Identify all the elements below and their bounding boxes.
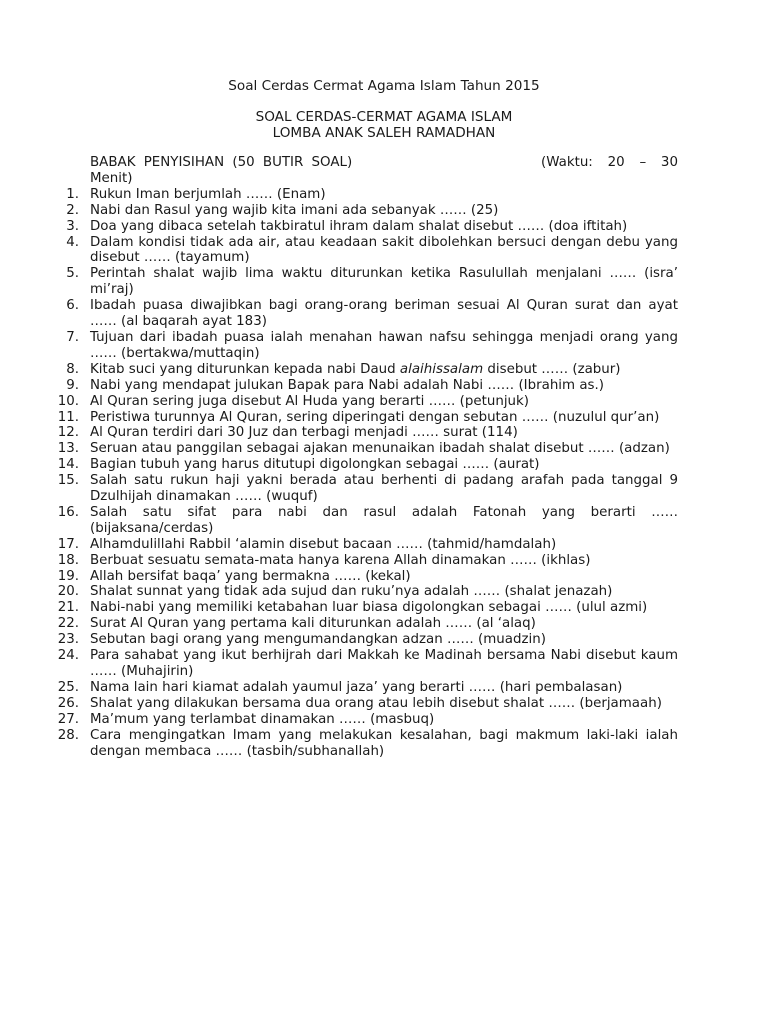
question-item <box>57 473 678 505</box>
question-number: 15. <box>57 473 79 489</box>
question-item <box>66 234 678 267</box>
question-text: Nabi dan Rasul yang wajib kita imani ada sebanyak …… (25) <box>90 202 499 218</box>
question-item <box>66 202 678 219</box>
time-to: 30 <box>660 155 678 170</box>
question-item <box>57 695 678 712</box>
question-text: Salah satu rukun haji yakni berada atau berhenti di padang arafah pada tanggal 9 Dzulhijah dinamakan …… (wuquf) <box>90 473 678 505</box>
document-title: Soal Cerdas Cermat Agama Islam Tahun 2015 <box>228 78 540 94</box>
time-dash: – <box>639 155 647 170</box>
document-page <box>57 78 678 759</box>
question-number: 18. <box>57 552 79 568</box>
question-item <box>66 218 678 235</box>
question-list <box>57 186 678 760</box>
question-number: 10. <box>57 393 79 409</box>
question-number: 16. <box>57 504 79 520</box>
section-label: BABAK PENYISIHAN (50 BUTIR SOAL) <box>90 155 353 170</box>
question-text: Surat Al Quran yang pertama kali diturunkan adalah …… (al ‘alaq) <box>90 616 536 632</box>
question-number: 2. <box>66 202 79 218</box>
section-time <box>541 155 678 171</box>
question-number: 27. <box>57 711 79 727</box>
question-item <box>57 679 678 696</box>
question-text <box>90 362 678 378</box>
question-number: 11. <box>57 409 79 425</box>
question-text: Shalat sunnat yang tidak ada sujud dan ruku’nya adalah …… (shalat jenazah) <box>90 584 613 600</box>
question-text: Ma’mum yang terlambat dinamakan …… (masbuq) <box>90 711 435 727</box>
question-number: 23. <box>57 632 79 648</box>
question-item <box>57 727 678 760</box>
question-text: Ibadah puasa diwajibkan bagi orang-orang beriman sesuai Al Quran surat dan ayat …… (al baqarah ayat 183) <box>90 298 678 330</box>
question-item <box>57 600 678 616</box>
question-text: Seruan atau panggilan sebagai ajakan menunaikan ibadah shalat disebut …… (adzan) <box>90 441 670 457</box>
question-item <box>57 552 678 569</box>
question-text: Alhamdulillahi Rabbil ‘alamin disebut bacaan …… (tahmid/hamdalah) <box>90 536 557 552</box>
question-number: 28. <box>57 727 79 743</box>
question-item <box>66 329 678 362</box>
question-item <box>57 648 678 680</box>
question-number: 9. <box>66 377 79 393</box>
question-item <box>57 536 678 553</box>
question-text: Nabi-nabi yang memiliki ketabahan luar biasa digolongkan sebagai …… (ulul azmi) <box>90 600 648 616</box>
question-item <box>57 457 678 473</box>
question-text: Nabi yang mendapat julukan Bapak para Nabi adalah Nabi …… (Ibrahim as.) <box>90 377 604 393</box>
question-number: 4. <box>66 234 79 250</box>
question-text: Berbuat sesuatu semata-mata hanya karena Allah dinamakan …… (ikhlas) <box>90 552 591 568</box>
subtitle-line-2: LOMBA ANAK SALEH RAMADHAN <box>272 125 496 141</box>
question-item <box>57 425 678 441</box>
question-item <box>57 632 678 648</box>
question-number: 6. <box>66 298 79 314</box>
question-text: Rukun Iman berjumlah …… (Enam) <box>90 186 326 202</box>
question-item <box>66 186 678 203</box>
section-header <box>90 155 678 171</box>
question-text: Nama lain hari kiamat adalah yaumul jaza’ yang berarti …… (hari pembalasan) <box>90 679 623 695</box>
question-number: 3. <box>66 218 79 234</box>
question-number: 25. <box>57 679 79 695</box>
question-number: 14. <box>57 457 79 473</box>
question-item <box>57 568 678 585</box>
question-text-after: disebut …… (zabur) <box>483 361 621 377</box>
question-text: Para sahabat yang ikut berhijrah dari Makkah ke Madinah bersama Nabi disebut kaum …… (Muhajirin) <box>90 648 678 679</box>
question-item <box>57 393 678 410</box>
question-number: 24. <box>57 648 79 664</box>
question-number: 20. <box>57 584 79 600</box>
question-number: 7. <box>66 329 79 345</box>
question-item <box>66 361 678 378</box>
question-item <box>57 711 678 728</box>
question-item <box>57 441 678 457</box>
question-text: Tujuan dari ibadah puasa ialah menahan hawan nafsu sehingga menjadi orang yang …… (bertakwa/muttaqin) <box>90 329 678 361</box>
question-number: 5. <box>66 266 79 282</box>
question-number: 8. <box>66 361 79 377</box>
subtitle-line-1: SOAL CERDAS-CERMAT AGAMA ISLAM <box>255 109 513 125</box>
question-item <box>66 377 678 394</box>
question-item <box>66 298 678 330</box>
question-item <box>57 584 678 600</box>
question-number: 22. <box>57 616 79 632</box>
question-text: Salah satu sifat para nabi dan rasul adalah Fatonah yang berarti …… (bijaksana/cerdas) <box>90 504 678 536</box>
question-text-before: Kitab suci yang diturunkan kepada nabi Daud <box>90 361 400 377</box>
time-unit: Menit) <box>90 170 133 186</box>
question-number: 1. <box>66 186 79 202</box>
question-item <box>57 409 678 426</box>
question-text: Al Quran terdiri dari 30 Juz dan terbagi menjadi …… surat (114) <box>90 425 518 441</box>
question-item <box>57 616 678 632</box>
question-number: 21. <box>57 600 79 616</box>
question-number: 17. <box>57 536 79 552</box>
question-item <box>66 266 678 298</box>
question-text: Shalat yang dilakukan bersama dua orang atau lebih disebut shalat …… (berjamaah) <box>90 695 662 711</box>
subtitle-block <box>90 109 678 141</box>
question-text: Sebutan bagi orang yang mengumandangkan adzan …… (muadzin) <box>90 632 546 648</box>
question-text-italic: alaihissalam <box>399 361 484 377</box>
time-label: (Waktu: <box>541 155 593 170</box>
question-number: 19. <box>57 568 79 584</box>
question-number: 12. <box>57 425 79 441</box>
question-text: Dalam kondisi tidak ada air, atau keadaan sakit dibolehkan bersuci dengan debu yang disebut …… (tayamum) <box>90 234 678 266</box>
question-number: 26. <box>57 695 79 711</box>
question-text: Doa yang dibaca setelah takbiratul ihram dalam shalat disebut …… (doa iftitah) <box>90 218 628 234</box>
question-text: Al Quran sering juga disebut Al Huda yang berarti …… (petunjuk) <box>90 393 530 409</box>
question-text: Peristiwa turunnya Al Quran, sering diperingati dengan sebutan …… (nuzulul qur’an) <box>90 409 660 425</box>
question-number: 13. <box>57 441 79 457</box>
question-text: Bagian tubuh yang harus ditutupi digolongkan sebagai …… (aurat) <box>90 457 540 473</box>
question-text: Allah bersifat baqa’ yang bermakna …… (kekal) <box>90 568 411 584</box>
question-item <box>57 504 678 537</box>
time-from: 20 <box>607 155 625 170</box>
question-text: Cara mengingatkan Imam yang melakukan kesalahan, bagi makmum laki-laki ialah dengan membaca …… (tasbih/subhanallah) <box>90 727 678 759</box>
question-text: Perintah shalat wajib lima waktu diturunkan ketika Rasulullah menjalani …… (isra’ mi’raj) <box>90 266 678 298</box>
